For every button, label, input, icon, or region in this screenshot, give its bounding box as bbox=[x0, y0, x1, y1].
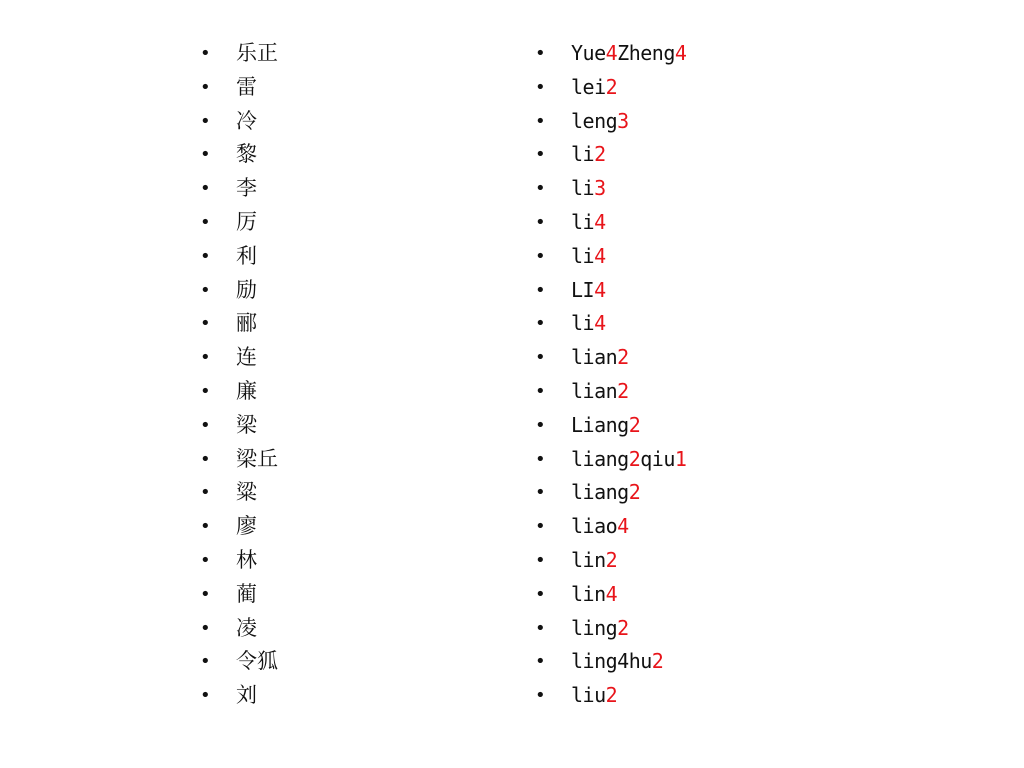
surname-item bbox=[200, 307, 278, 341]
surname-text: 廖 bbox=[236, 514, 257, 539]
bullet: • bbox=[200, 583, 211, 605]
tone-number: 2 bbox=[605, 547, 618, 572]
syllable: lin bbox=[571, 581, 606, 606]
pinyin-text bbox=[571, 612, 629, 646]
bullet: • bbox=[200, 144, 211, 166]
pinyin-text bbox=[571, 138, 606, 172]
surname-item bbox=[200, 341, 278, 375]
syllable: lei bbox=[571, 74, 606, 99]
tone-number: 4 bbox=[674, 41, 687, 65]
surname-item bbox=[200, 71, 278, 105]
bullet: • bbox=[535, 43, 546, 64]
bullet: • bbox=[535, 211, 546, 233]
tone-number: 2 bbox=[617, 345, 629, 370]
syllable: li bbox=[571, 176, 595, 201]
bullet: • bbox=[200, 178, 211, 200]
pinyin-text bbox=[571, 206, 606, 240]
surname-item bbox=[200, 612, 278, 646]
pinyin-text bbox=[571, 307, 606, 341]
surname-text: 廉 bbox=[236, 378, 257, 403]
surname-text: 厉 bbox=[236, 209, 257, 234]
pinyin-item bbox=[535, 679, 686, 713]
bullet: • bbox=[535, 313, 546, 335]
surname-text: 利 bbox=[236, 243, 257, 268]
surname-text: 梁丘 bbox=[236, 446, 278, 471]
surname-item bbox=[200, 240, 278, 274]
pinyin-item bbox=[535, 612, 686, 646]
pinyin-item bbox=[535, 240, 686, 274]
bullet: • bbox=[200, 482, 211, 504]
surname-text: 郦 bbox=[236, 311, 257, 336]
bullet: • bbox=[200, 43, 211, 64]
bullet: • bbox=[535, 380, 546, 402]
pinyin-text bbox=[571, 37, 686, 71]
pinyin-text bbox=[571, 544, 617, 578]
bullet: • bbox=[535, 482, 546, 504]
pinyin-item bbox=[535, 172, 686, 206]
surname-item bbox=[200, 578, 278, 612]
pinyin-text bbox=[571, 105, 629, 139]
pinyin-text bbox=[571, 341, 629, 375]
bullet: • bbox=[535, 583, 546, 605]
tone-number: 4 bbox=[605, 41, 618, 65]
bullet: • bbox=[200, 110, 211, 132]
surname-list bbox=[200, 37, 278, 713]
surname-text: 连 bbox=[236, 345, 257, 370]
surname-text: 粱 bbox=[236, 480, 257, 505]
syllable: lian bbox=[571, 345, 618, 370]
surname-item bbox=[200, 138, 278, 172]
bullet: • bbox=[200, 313, 211, 335]
pinyin-text bbox=[571, 274, 606, 308]
bullet: • bbox=[200, 211, 211, 233]
surname-text: 李 bbox=[236, 176, 257, 201]
pinyin-text bbox=[571, 409, 640, 443]
syllable: liang bbox=[571, 480, 629, 505]
surname-text: 刘 bbox=[236, 683, 257, 708]
bullet: • bbox=[200, 685, 211, 707]
bullet: • bbox=[200, 76, 211, 98]
syllable: Yue bbox=[571, 41, 606, 65]
pinyin-text bbox=[571, 476, 640, 510]
tone-number: 2 bbox=[617, 378, 629, 403]
bullet: • bbox=[200, 245, 211, 267]
bullet: • bbox=[535, 144, 546, 166]
pinyin-item bbox=[535, 274, 686, 308]
surname-text: 黎 bbox=[236, 142, 257, 167]
pinyin-text bbox=[571, 645, 663, 679]
bullet: • bbox=[535, 651, 546, 673]
bullet: • bbox=[535, 549, 546, 571]
bullet: • bbox=[535, 347, 546, 369]
pinyin-item bbox=[535, 37, 686, 71]
pinyin-item bbox=[535, 443, 686, 477]
syllable: Liang bbox=[571, 412, 629, 437]
pinyin-item bbox=[535, 645, 686, 679]
surname-text: 令狐 bbox=[236, 649, 278, 674]
surname-text: 梁 bbox=[236, 412, 257, 437]
surname-text: 乐正 bbox=[236, 41, 278, 65]
pinyin-item bbox=[535, 544, 686, 578]
bullet: • bbox=[535, 448, 546, 470]
syllable: li bbox=[571, 209, 595, 234]
syllable: liu bbox=[571, 683, 606, 708]
surname-item bbox=[200, 679, 278, 713]
surname-item bbox=[200, 510, 278, 544]
pinyin-item bbox=[535, 138, 686, 172]
surname-item bbox=[200, 375, 278, 409]
syllable: ling4hu bbox=[571, 649, 652, 674]
tone-number: 4 bbox=[605, 581, 618, 606]
bullet: • bbox=[535, 516, 546, 538]
tone-number: 4 bbox=[594, 209, 606, 234]
surname-text: 蔺 bbox=[236, 581, 257, 606]
surname-text: 冷 bbox=[236, 108, 257, 133]
tone-number: 4 bbox=[594, 243, 606, 268]
surname-text: 励 bbox=[236, 277, 257, 302]
tone-number: 2 bbox=[605, 74, 618, 99]
pinyin-text bbox=[571, 510, 629, 544]
syllable: li bbox=[571, 311, 595, 336]
surname-item bbox=[200, 476, 278, 510]
syllable: ling bbox=[571, 615, 618, 640]
pinyin-text bbox=[571, 578, 617, 612]
bullet: • bbox=[535, 245, 546, 267]
bullet: • bbox=[535, 279, 546, 301]
syllable: liang bbox=[571, 446, 629, 471]
tone-number: 4 bbox=[594, 277, 606, 302]
pinyin-text bbox=[571, 240, 606, 274]
surname-item bbox=[200, 645, 278, 679]
tone-number: 3 bbox=[617, 108, 629, 133]
bullet: • bbox=[200, 651, 211, 673]
syllable: li bbox=[571, 243, 595, 268]
bullet: • bbox=[535, 617, 546, 639]
pinyin-list bbox=[535, 37, 686, 713]
surname-item bbox=[200, 409, 278, 443]
pinyin-item bbox=[535, 206, 686, 240]
surname-text: 凌 bbox=[236, 615, 257, 640]
pinyin-text bbox=[571, 172, 606, 206]
pinyin-text bbox=[571, 679, 617, 713]
surname-text: 林 bbox=[236, 547, 257, 572]
pinyin-item bbox=[535, 375, 686, 409]
tone-number: 2 bbox=[628, 480, 641, 505]
tone-number: 2 bbox=[594, 142, 606, 167]
bullet: • bbox=[535, 414, 546, 436]
bullet: • bbox=[200, 414, 211, 436]
pinyin-item bbox=[535, 71, 686, 105]
pinyin-text bbox=[571, 443, 686, 477]
pinyin-item bbox=[535, 476, 686, 510]
syllable: lian bbox=[571, 378, 618, 403]
syllable: Zheng bbox=[617, 41, 675, 65]
tone-number: 4 bbox=[594, 311, 606, 336]
pinyin-item bbox=[535, 409, 686, 443]
surname-item bbox=[200, 37, 278, 71]
syllable: li bbox=[571, 142, 595, 167]
tone-number: 3 bbox=[594, 176, 606, 201]
syllable: leng bbox=[571, 108, 618, 133]
tone-number: 2 bbox=[617, 615, 629, 640]
pinyin-item bbox=[535, 341, 686, 375]
bullet: • bbox=[535, 685, 546, 707]
surname-item bbox=[200, 274, 278, 308]
tone-number: 2 bbox=[605, 683, 618, 708]
pinyin-item bbox=[535, 578, 686, 612]
surname-item bbox=[200, 172, 278, 206]
syllable: lin bbox=[571, 547, 606, 572]
surname-text: 雷 bbox=[236, 74, 257, 99]
bullet: • bbox=[200, 448, 211, 470]
pinyin-item bbox=[535, 510, 686, 544]
surname-item bbox=[200, 544, 278, 578]
surname-item bbox=[200, 206, 278, 240]
pinyin-item bbox=[535, 105, 686, 139]
surname-item bbox=[200, 443, 278, 477]
pinyin-text bbox=[571, 375, 629, 409]
syllable: qiu bbox=[640, 446, 675, 471]
bullet: • bbox=[200, 516, 211, 538]
bullet: • bbox=[200, 549, 211, 571]
pinyin-text bbox=[571, 71, 617, 105]
bullet: • bbox=[200, 347, 211, 369]
bullet: • bbox=[535, 76, 546, 98]
tone-number: 2 bbox=[651, 649, 664, 674]
pinyin-item bbox=[535, 307, 686, 341]
syllable: LI bbox=[571, 277, 595, 302]
tone-number: 2 bbox=[628, 446, 641, 471]
bullet: • bbox=[200, 380, 211, 402]
syllable: liao bbox=[571, 514, 618, 539]
bullet: • bbox=[535, 110, 546, 132]
tone-number: 4 bbox=[617, 514, 629, 539]
tone-number: 1 bbox=[674, 446, 687, 471]
bullet: • bbox=[535, 178, 546, 200]
bullet: • bbox=[200, 279, 211, 301]
surname-item bbox=[200, 105, 278, 139]
bullet: • bbox=[200, 617, 211, 639]
tone-number: 2 bbox=[628, 412, 641, 437]
